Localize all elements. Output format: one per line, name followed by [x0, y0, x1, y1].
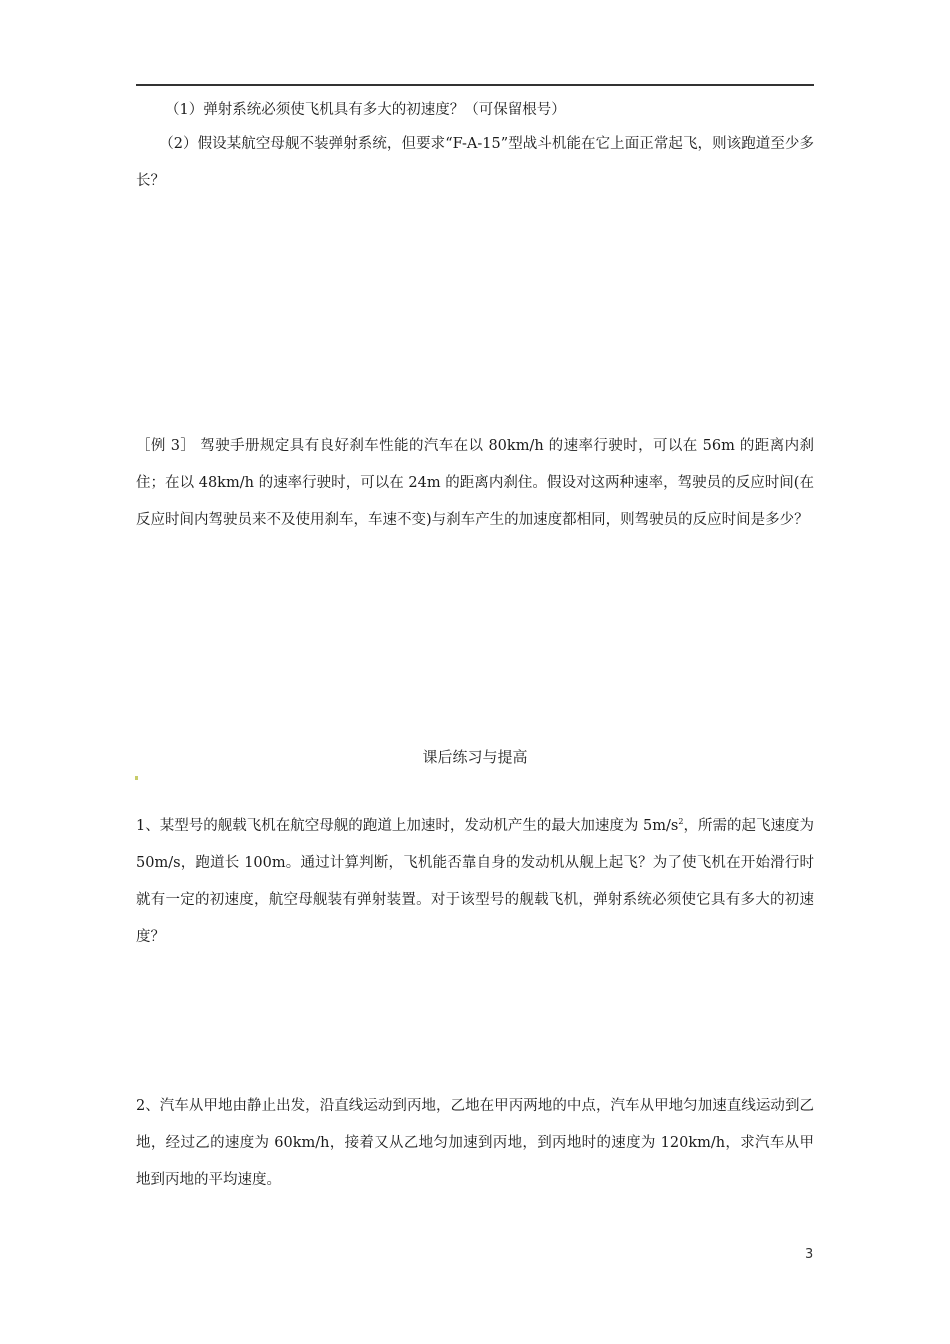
exercise-1 [136, 808, 814, 956]
sub-question-1: （1）弹射系统必须使飞机具有多大的初速度？（可保留根号） [165, 102, 566, 118]
exercise-1-text-a: 1、某型号的舰载飞机在航空母舰的跑道上加速时，发动机产生的最大加速度为 5m/s [136, 818, 679, 834]
page-number: 3 [805, 1247, 814, 1262]
exercise-2: 2、汽车从甲地由静止出发，沿直线运动到丙地，乙地在甲丙两地的中点，汽车从甲地匀加速直线运动到乙地，经过乙的速度为 60km/h，接着又从乙地匀加速到丙地，到丙地时的速度为 120km/h，求汽车从甲地到丙地的平均速度。 [136, 1098, 814, 1188]
edit-marker [135, 776, 138, 780]
section-title: 课后练习与提高 [422, 748, 528, 766]
header-rule [136, 84, 814, 86]
exercise-1-text-b: ，所需的起飞速度为 50m/s，跑道长 100m。通过计算判断，飞机能否靠自身的发动机从舰上起飞？为了使飞机在开始滑行时就有一定的初速度，航空母舰装有弹射装置。对于该型号的舰载飞机，弹射系统必须使它具有多大的初速度？ [136, 818, 815, 945]
exercise-1-superscript: 2 [678, 817, 684, 827]
example-3-text: ［例 3］ 驾驶手册规定具有良好刹车性能的汽车在以 80km/h 的速率行驶时，可以在 56m 的距离内刹住；在以 48km/h 的速率行驶时，可以在 24m 的距离内刹住。假设对这两种速率，驾驶员的反应时间(在反应时间内驾驶员来不及使用刹车，车速不变)与刹车产生的加速度都相同，则驾驶员的反应时间是多少？ [136, 438, 814, 528]
sub-question-2: （2）假设某航空母舰不装弹射系统，但要求“F-A-15”型战斗机能在它上面正常起飞，则该跑道至少多长？ [136, 136, 814, 189]
